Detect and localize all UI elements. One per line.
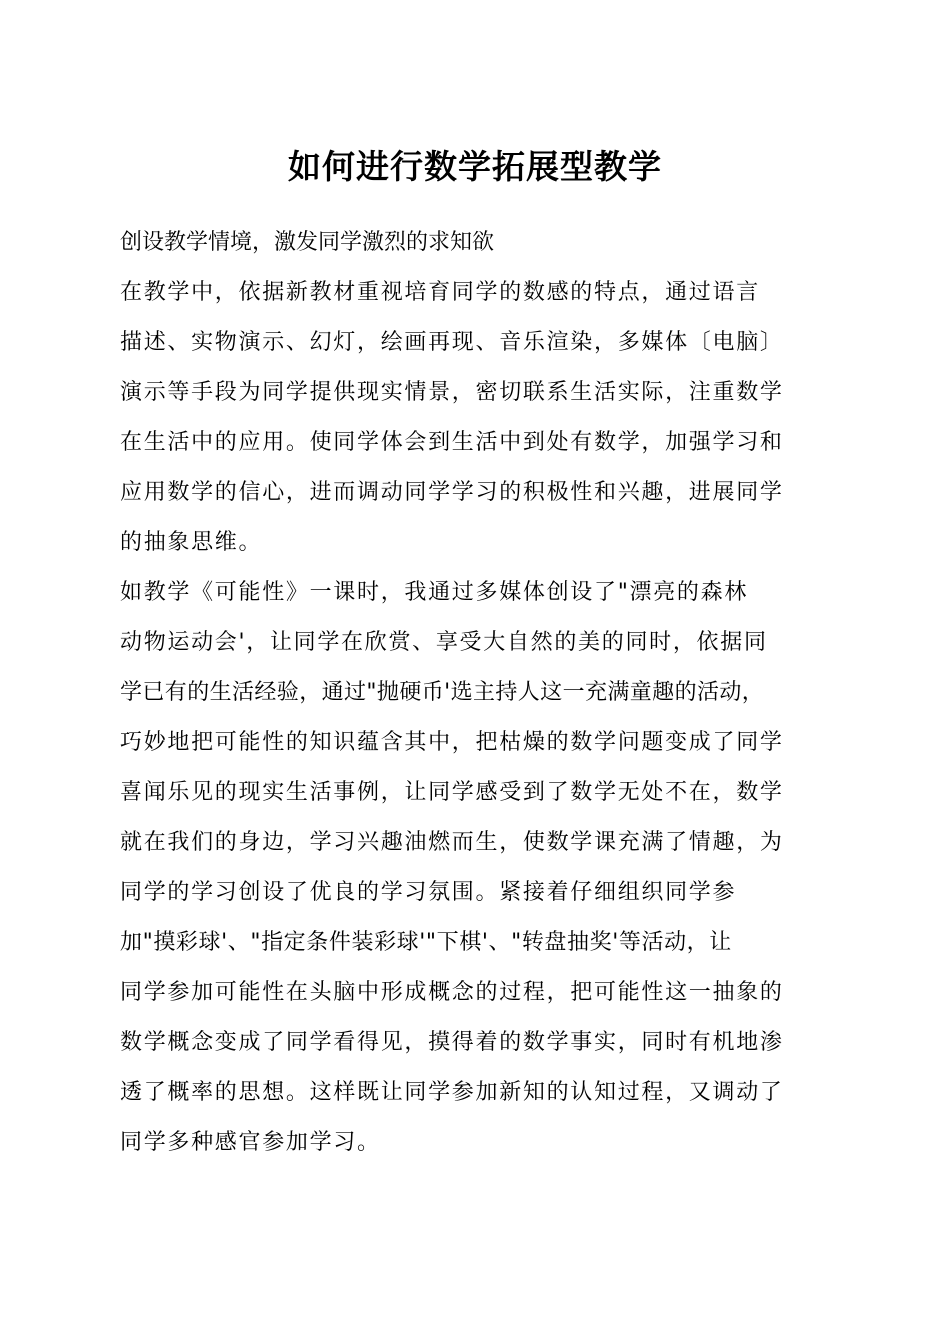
paragraph-2-line-1: 如教学《可能性》一课时，我通过多媒体创设了"漂亮的森林 [120, 580, 749, 605]
paragraph-2-line-11: 透了概率的思想。这样既让同学参加新知的认知过程，又调动了 [120, 1080, 784, 1105]
paragraph-2-line-7: 同学的学习创设了优良的学习氛围。紧接着仔细组织同学参 [120, 880, 737, 905]
paragraph-2-line-12: 同学多种感官参加学习。 [120, 1130, 381, 1155]
paragraph-2-line-5: 喜闻乐见的现实生活事例，让同学感受到了数学无处不在，数学 [120, 780, 784, 805]
paragraph-1-line-5: 应用数学的信心，进而调动同学学习的积极性和兴趣，进展同学 [120, 480, 784, 505]
paragraph-2-line-6: 就在我们的身边，学习兴趣油燃而生，使数学课充满了情趣，为 [120, 830, 784, 855]
paragraph-1-line-1: 在教学中，依据新教材重视培育同学的数感的特点，通过语言 [120, 280, 760, 305]
paragraph-2-line-4: 巧妙地把可能性的知识蕴含其中，把枯燥的数学问题变成了同学 [120, 730, 784, 755]
paragraph-2-line-2: 动物运动会'，让同学在欣赏、享受大自然的美的同时，依据同 [120, 630, 768, 655]
paragraph-1-line-3: 演示等手段为同学提供现实情景，密切联系生活实际，注重数学 [120, 380, 784, 405]
paragraph-1-line-6: 的抽象思维。 [120, 530, 263, 555]
paragraph-2-line-3: 学已有的生活经验，通过"抛硬币'选主持人这一充满童趣的活动， [120, 680, 765, 705]
paragraph-2-line-8: 加"摸彩球'、"指定条件装彩球'"下棋'、"转盘抽奖'等活动，让 [120, 930, 732, 955]
paragraph-1-line-2: 描述、实物演示、幻灯，绘画再现、音乐渲染，多媒体〔电脑〕 [120, 330, 784, 355]
paragraph-1-line-4: 在生活中的应用。使同学体会到生活中到处有数学，加强学习和 [120, 430, 784, 455]
paragraph-2-line-10: 数学概念变成了同学看得见，摸得着的数学事实，同时有机地渗 [120, 1030, 784, 1055]
document-title: 如何进行数学拓展型教学 [288, 147, 662, 186]
paragraph-2-line-9: 同学参加可能性在头脑中形成概念的过程，把可能性这一抽象的 [120, 980, 784, 1005]
section-heading: 创设教学情境，激发同学激烈的求知欲 [120, 230, 495, 255]
